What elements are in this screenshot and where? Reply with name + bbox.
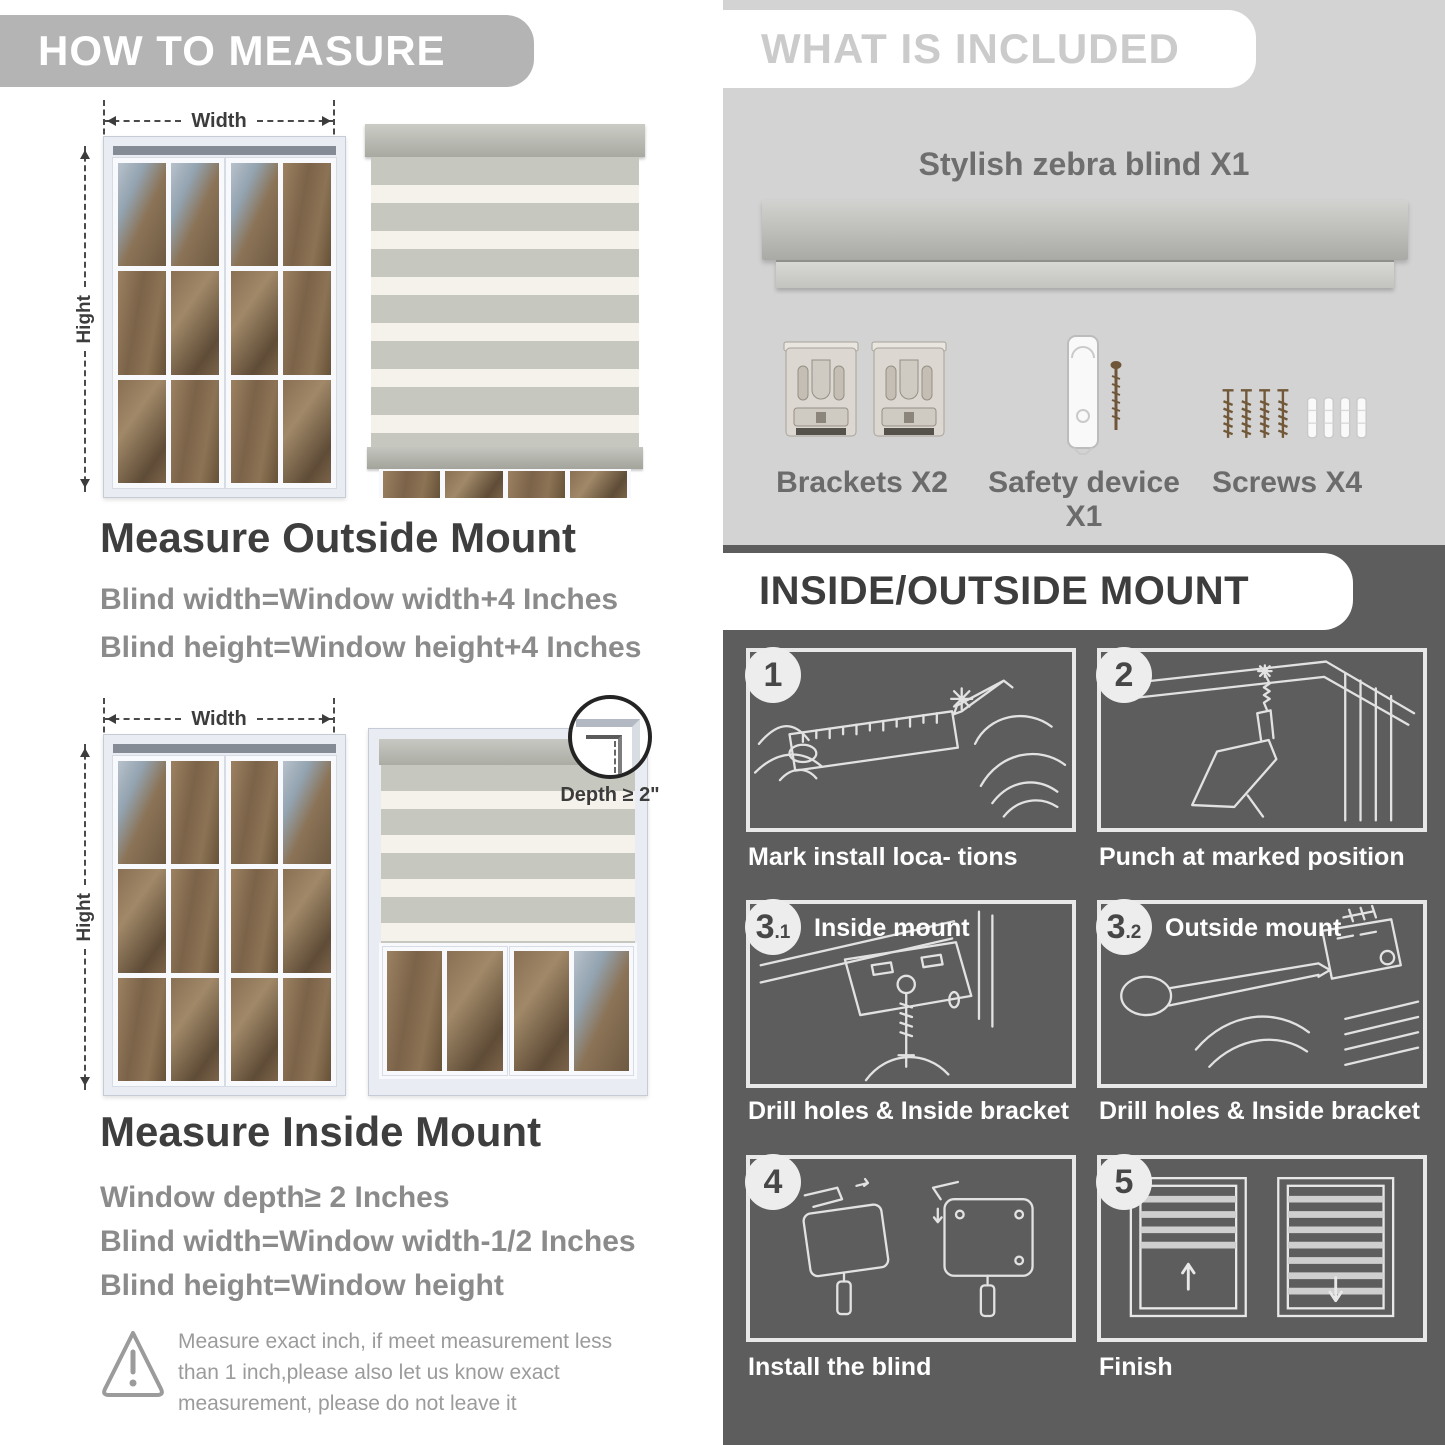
how-to-measure-banner bbox=[0, 15, 534, 87]
window-sash bbox=[113, 756, 224, 1086]
step-4-caption: Install the blind bbox=[748, 1353, 932, 1381]
window-photo-outside bbox=[103, 136, 346, 498]
inside-formula-height: Blind height=Window height bbox=[100, 1269, 504, 1302]
step-number-badge: 2 bbox=[1096, 647, 1152, 703]
width-label-outside: Width bbox=[191, 109, 247, 132]
step-3-1-caption: Drill holes & Inside bracket bbox=[748, 1097, 1069, 1125]
step-5-caption: Finish bbox=[1099, 1353, 1173, 1381]
what-is-included-banner bbox=[723, 10, 1256, 88]
outside-formula-height: Blind height=Window height+4 Inches bbox=[100, 631, 642, 664]
step-number-badge: 3 .2 bbox=[1096, 899, 1152, 955]
window-sash bbox=[510, 947, 634, 1075]
window-photo-inside bbox=[103, 734, 346, 1096]
step-number-badge: 3 .1 bbox=[745, 899, 801, 955]
window-sash bbox=[113, 158, 224, 488]
width-arrow-inside bbox=[103, 706, 335, 732]
width-label-inside: Width bbox=[191, 707, 247, 730]
inside-formula-depth: Window depth≥ 2 Inches bbox=[100, 1181, 450, 1214]
step-number-badge: 4 bbox=[745, 1154, 801, 1210]
inside-mount-title: Measure Inside Mount bbox=[100, 1108, 542, 1155]
step-number-badge: 1 bbox=[745, 647, 801, 703]
window-sash bbox=[226, 158, 337, 488]
window-sash bbox=[226, 756, 337, 1086]
depth-label: Depth ≥ 2" bbox=[560, 784, 660, 806]
step-1-caption: Mark install loca- tions bbox=[748, 843, 1018, 871]
step-panel-5 bbox=[1097, 1155, 1427, 1342]
window-sash bbox=[383, 947, 507, 1075]
height-label-inside: Hight bbox=[74, 892, 95, 942]
window-sliver bbox=[379, 469, 631, 498]
step-3-2-caption: Drill holes & Inside bracket bbox=[1099, 1097, 1420, 1125]
outside-mount-title: Measure Outside Mount bbox=[100, 514, 577, 561]
inside-outside-mount-banner bbox=[723, 553, 1353, 630]
blind-cassette bbox=[365, 124, 645, 157]
blind-headrail-image bbox=[762, 200, 1408, 260]
measure-warning-text: Measure exact inch, if meet measurement less than 1 inch,please also let us know exact measurement, please do not leave it bbox=[178, 1330, 613, 1415]
height-label-outside: Hight bbox=[74, 294, 95, 344]
depth-detail-circle-icon bbox=[568, 695, 652, 779]
screws-label: Screws X4 bbox=[1211, 466, 1363, 499]
blind-bottom-rail bbox=[367, 447, 643, 469]
zebra-blind-outside-mount bbox=[365, 124, 645, 498]
blind-headrail-lip bbox=[776, 260, 1394, 288]
width-arrow-outside bbox=[103, 108, 335, 134]
safety-device-icon bbox=[1056, 332, 1131, 456]
height-arrow-outside bbox=[72, 146, 98, 492]
inside-formula-width: Blind width=Window width-1/2 Inches bbox=[100, 1225, 636, 1258]
safety-device-label: Safety device X1 bbox=[988, 466, 1180, 533]
blind-striped-fabric bbox=[371, 157, 639, 447]
step-panel-3-1 bbox=[746, 900, 1076, 1088]
what-is-included-title: WHAT IS INCLUDED bbox=[761, 25, 1180, 72]
step-panel-1 bbox=[746, 648, 1076, 832]
window-top-jamb bbox=[113, 146, 336, 155]
brackets-label: Brackets X2 bbox=[776, 466, 948, 499]
step-panel-4 bbox=[746, 1155, 1076, 1342]
step-panel-3-2 bbox=[1097, 900, 1427, 1088]
inside-outside-mount-title: INSIDE/OUTSIDE MOUNT bbox=[759, 569, 1250, 613]
step-panel-2 bbox=[1097, 648, 1427, 832]
step-3-1-title: Inside mount bbox=[814, 914, 970, 942]
how-to-measure-title: HOW TO MEASURE bbox=[38, 27, 446, 74]
step-2-caption: Punch at marked position bbox=[1099, 843, 1405, 871]
height-arrow-inside bbox=[72, 744, 98, 1090]
brackets-icon bbox=[782, 336, 948, 448]
outside-formula-width: Blind width=Window width+4 Inches bbox=[100, 583, 619, 616]
warning-triangle-icon bbox=[98, 1326, 168, 1402]
screws-icon bbox=[1218, 380, 1378, 450]
step-3-2-title: Outside mount bbox=[1165, 914, 1342, 942]
product-label: Stylish zebra blind X1 bbox=[918, 146, 1250, 182]
window-top-jamb bbox=[113, 744, 336, 753]
step-number-badge: 5 bbox=[1096, 1154, 1152, 1210]
